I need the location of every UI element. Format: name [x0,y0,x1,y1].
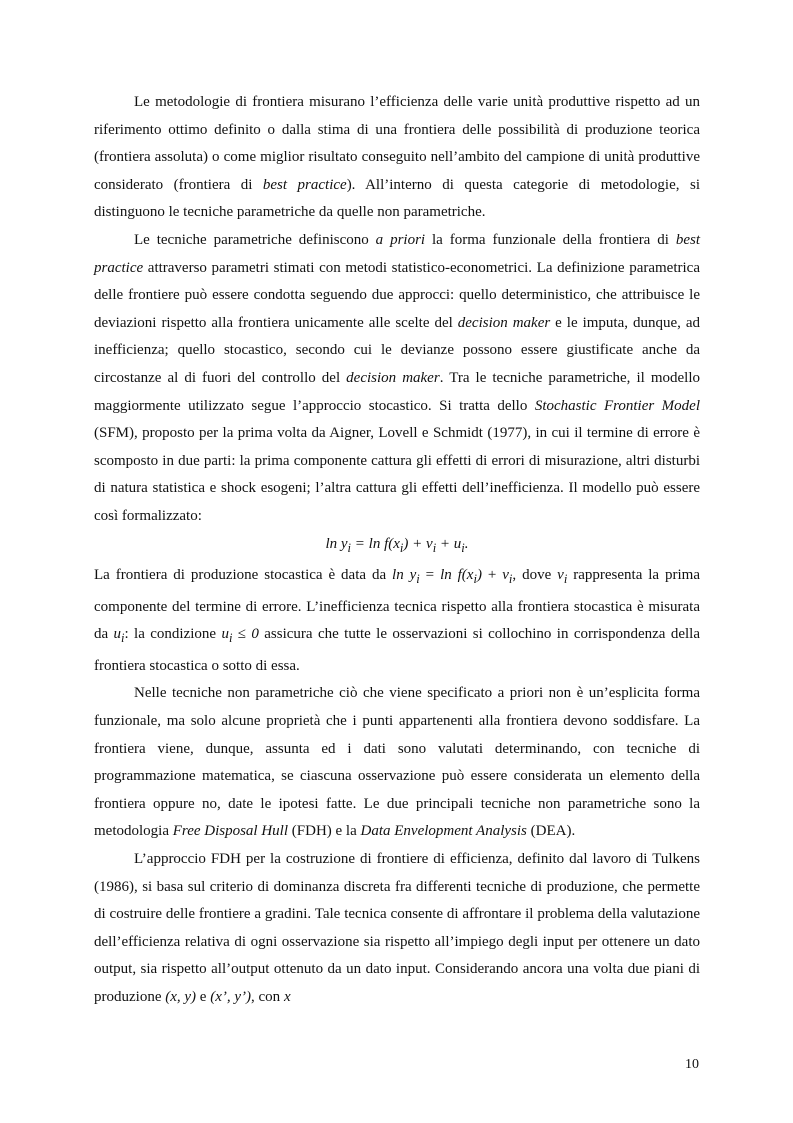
document-body [94,89,700,1012]
sfm-formula: $\ln y_i = \ln f(x_i) + v_i + u_i$. [325,535,469,555]
paragraph-nonparametric-techniques: Nelle tecniche non parametriche ciò che viene specificato a priori non è un’esplicita forma funzionale, ma solo alcune proprietà che i punti appartenenti alla frontiera devono soddisfare. La frontiera viene, dunque, assunta ed i dati sono valutati determinando, con tecniche di programmazione matematica, se ciascuna osservazione può essere considerata un elemento della frontiera oppure no, date le ipotesi fatte. Le due principali tecniche non parametriche sono la metodologia Free Disposal Hull (FDH) e la Data Envelopment Analysis (DEA). [94,685,700,840]
paragraph-stochastic-frontier: La frontiera di produzione stocastica è data da $\ln y_i = \ln f(x_i) + v_i$, dove $v_i$ rappresenta la prima componente del termine di errore. L’inefficienza tecnica rispetto alla frontiera stocastica è misurata da $u_i$: la condizione $u_i \le 0$ assicura che tutte le osservazioni si collochino in corrispondenza della frontiera stocastica o sotto di essa. [94,567,700,674]
paragraph-fdh-approach: L’approccio FDH per la costruzione di frontiere di efficienza, definito dal lavoro di Tulkens (1986), si basa sul criterio di dominanza discreta fra differenti tecniche di produzione, che permette di costruire delle frontiere a gradini. Tale tecnica consente di affrontare il problema della valutazione dell’efficienza relativa di ogni osservazione sia rispetto all’impiego degli input per ottenere un dato output, sia rispetto all’output ottenuto da un dato input. Considerando ancora una volta due piani di produzione (x, y) e (x’, y’), con x [94,851,700,1005]
paragraph-frontier-methods: Le metodologie di frontiera misurano l’efficienza delle varie unità produttive rispetto ad un riferimento ottimo definito o dalla stima di una frontiera delle possibilità di produzione teorica (frontiera assoluta) o come miglior risultato conseguito nell’ambito del campione di unità produttive considerato (frontiera di best practice). All’interno di questa categorie di metodologie, si distinguono le tecniche parametriche da quelle non parametriche. [94,94,700,221]
paragraph-parametric-techniques: Le tecniche parametriche definiscono a priori la forma funzionale della frontiera di best practice attraverso parametri stimati con metodi statistico-econometrici. La definizione parametrica delle frontiere può essere condotta seguendo due approcci: quello deterministico, che attribuisce le deviazioni rispetto alla frontiera unicamente alle scelte del decision maker e le imputa, dunque, ad inefficienza; quello stocastico, secondo cui le devianze possono essere giustificate anche da circostanze al di fuori del controllo del decision maker. Tra le tecniche parametriche, il modello maggiormente utilizzato segue l’approccio stocastico. Si tratta dello Stochastic Frontier Model (SFM), proposto per la prima volta da Aigner, Lovell e Schmidt (1977), in cui il termine di errore è scomposto in due parti: la prima componente cattura gli effetti di errori di misurazione, altri disturbi di natura statistica e shock esogeni; l’altra cattura gli effetti dell’inefficienza. Il modello può essere così formalizzato: [94,231,701,524]
page-number: 10 [685,1057,699,1072]
